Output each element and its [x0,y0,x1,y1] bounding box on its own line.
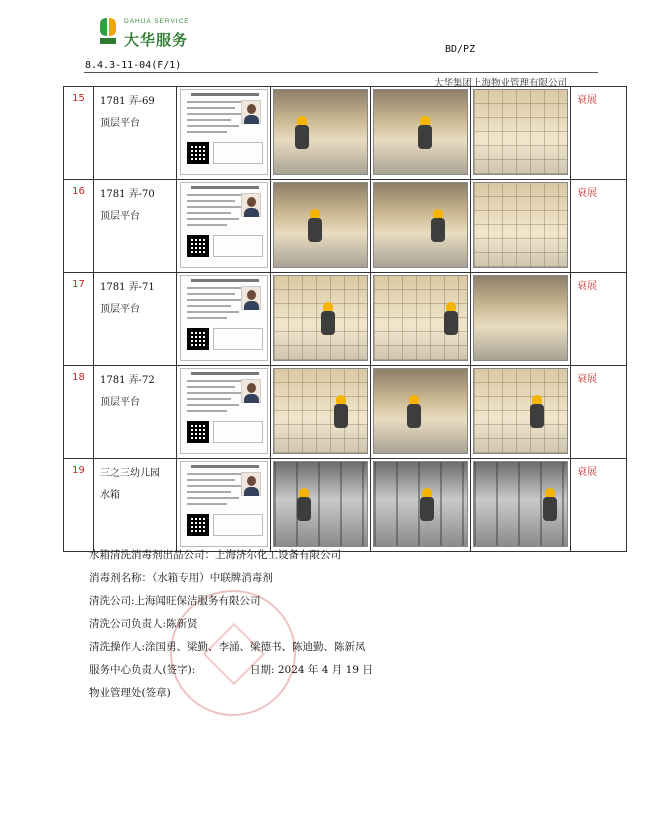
certificate-stamp-box [213,142,263,164]
logo-english-text: DAHUA SERVICE [124,18,190,25]
certificate-text-line [187,107,235,109]
health-certificate-cell [177,366,271,459]
certificate-text-line [187,200,235,202]
location-line2: 顶层平台 [100,304,140,315]
cleaning-photo [273,461,368,547]
certificate-text-line [187,293,235,295]
photo-cell [271,459,371,552]
photo-cell [271,366,371,459]
photo-cell [371,273,471,366]
cleaning-photo [373,461,468,547]
cleaning-photo [473,182,568,268]
certificate-text-line [187,224,227,226]
company-logo [97,16,197,50]
cleaning-company: 清洗公司:上海闻旺保洁服务有限公司 [89,595,261,607]
certificate-text-line [187,410,227,412]
health-certificate-image [180,89,268,175]
qr-code-icon [187,328,209,350]
cleaning-photo [373,89,468,175]
qr-code-icon [187,514,209,536]
health-certificate-cell [177,87,271,180]
worker-portrait [241,379,261,403]
certificate-text-line [187,485,243,487]
certificate-text-line [187,473,241,475]
location-cell [94,459,177,552]
location-line2: 顶层平台 [100,397,140,408]
photo-cell [371,459,471,552]
photo-cell [271,87,371,180]
certificate-text-line [187,131,227,133]
photo-cell [471,180,571,273]
certificate-title-bar [191,465,259,468]
worker-figure [307,209,323,243]
inspector-signature: 衰展 [571,87,627,180]
inspector-signature: 衰展 [571,273,627,366]
certificate-text-line [187,119,231,121]
certificate-text-line [187,386,235,388]
document-number: 8.4.3-11-04(F/1) [85,60,182,71]
certificate-stamp-box [213,514,263,536]
location-line1: 1781 弄-72 [100,375,155,386]
certificate-text-line [187,305,231,307]
photo-cell [371,180,471,273]
certificate-text-line [187,101,241,103]
certificate-text-line [187,206,243,208]
worker-portrait [241,472,261,496]
location-line1: 1781 弄-71 [100,282,155,293]
sign-date: 日期: 2024 年 4 月 19 日 [250,664,373,676]
certificate-text-line [187,113,243,115]
certificate-text-line [187,212,231,214]
certificate-title-bar [191,279,259,282]
photo-cell [371,366,471,459]
certificate-text-line [187,503,227,505]
certificate-stamp-box [213,328,263,350]
row-number: 18 [64,366,94,459]
qr-code-icon [187,142,209,164]
certificate-text-line [187,317,227,319]
worker-figure [419,488,435,522]
location-cell [94,273,177,366]
health-certificate-cell [177,180,271,273]
disinfectant-company: 水箱清洗消毒剂出品公司：上海济尔化工设备有限公司 [89,549,341,561]
certificate-stamp-box [213,235,263,257]
cleaning-photo [373,275,468,361]
cleaning-photo [473,275,568,361]
worker-figure [529,395,545,429]
cleaning-manager: 清洗公司负责人:陈新贤 [89,618,198,630]
certificate-text-line [187,218,239,220]
worker-portrait [241,100,261,124]
row-number: 19 [64,459,94,552]
property-office-seal-label: 物业管理处(签章) [89,687,171,699]
header-divider [84,72,598,73]
location-cell [94,366,177,459]
worker-figure [417,116,433,150]
certificate-title-bar [191,93,259,96]
location-line2: 水箱 [100,490,120,501]
location-line1: 1781 弄-70 [100,189,155,200]
health-certificate-image [180,182,268,268]
logo-chinese-text: 大华服务 [124,31,189,49]
worker-figure [443,302,459,336]
worker-figure [430,209,446,243]
form-code: BD/PZ [445,44,476,55]
health-certificate-cell [177,273,271,366]
worker-figure [294,116,310,150]
photo-cell [271,180,371,273]
cleaning-photo [273,275,368,361]
cleaning-photo [273,182,368,268]
certificate-text-line [187,398,231,400]
photo-cell [471,366,571,459]
photo-cell [471,459,571,552]
certificate-title-bar [191,186,259,189]
location-cell [94,87,177,180]
row-number: 17 [64,273,94,366]
certificate-text-line [187,497,239,499]
worker-figure [542,488,558,522]
location-cell [94,180,177,273]
certificate-text-line [187,125,239,127]
cleaning-photo [373,368,468,454]
worker-portrait [241,193,261,217]
certificate-text-line [187,404,239,406]
cleaning-photo [473,368,568,454]
certificate-text-line [187,311,239,313]
worker-figure [406,395,422,429]
worker-figure [333,395,349,429]
photo-cell [271,273,371,366]
worker-figure [320,302,336,336]
certificate-text-line [187,380,241,382]
disinfectant-name: 消毒剂名称：（水箱专用）中联牌消毒剂 [89,572,273,584]
health-certificate-image [180,461,268,547]
certificate-text-line [187,392,243,394]
table-row [64,366,627,459]
health-certificate-image [180,368,268,454]
table-row [64,459,627,552]
photo-cell [371,87,471,180]
row-number: 15 [64,87,94,180]
location-line1: 1781 弄-69 [100,96,155,107]
cleaning-operators: 清洗操作人:涂国勇、梁勤、李涌、梁德书、陈迪勤、陈新凤 [89,641,366,653]
company-name: 大华集团上海物业管理有限公司 [434,78,568,89]
inspector-signature: 衰展 [571,180,627,273]
table-row [64,87,627,180]
certificate-text-line [187,479,235,481]
location-line1: 三之三幼儿园 [100,468,160,479]
photo-cell [471,273,571,366]
certificate-text-line [187,299,243,301]
cleaning-photo [473,461,568,547]
cleaning-photo [373,182,468,268]
location-line2: 顶层平台 [100,211,140,222]
location-line2: 顶层平台 [100,118,140,129]
photo-cell [471,87,571,180]
cleaning-photo [473,89,568,175]
cleaning-photo [273,89,368,175]
qr-code-icon [187,421,209,443]
table-row [64,180,627,273]
worker-portrait [241,286,261,310]
cleaning-record-table [63,86,627,552]
certificate-title-bar [191,372,259,375]
certificate-text-line [187,491,231,493]
health-certificate-cell [177,459,271,552]
inspector-signature: 衰展 [571,459,627,552]
cleaning-photo [273,368,368,454]
inspector-signature: 衰展 [571,366,627,459]
table-row [64,273,627,366]
qr-code-icon [187,235,209,257]
worker-figure [296,488,312,522]
certificate-stamp-box [213,421,263,443]
leaf-logo-icon [97,16,119,46]
service-manager-signature: 服务中心负责人(签字): [89,664,196,676]
certificate-text-line [187,287,241,289]
health-certificate-image [180,275,268,361]
certificate-text-line [187,194,241,196]
row-number: 16 [64,180,94,273]
